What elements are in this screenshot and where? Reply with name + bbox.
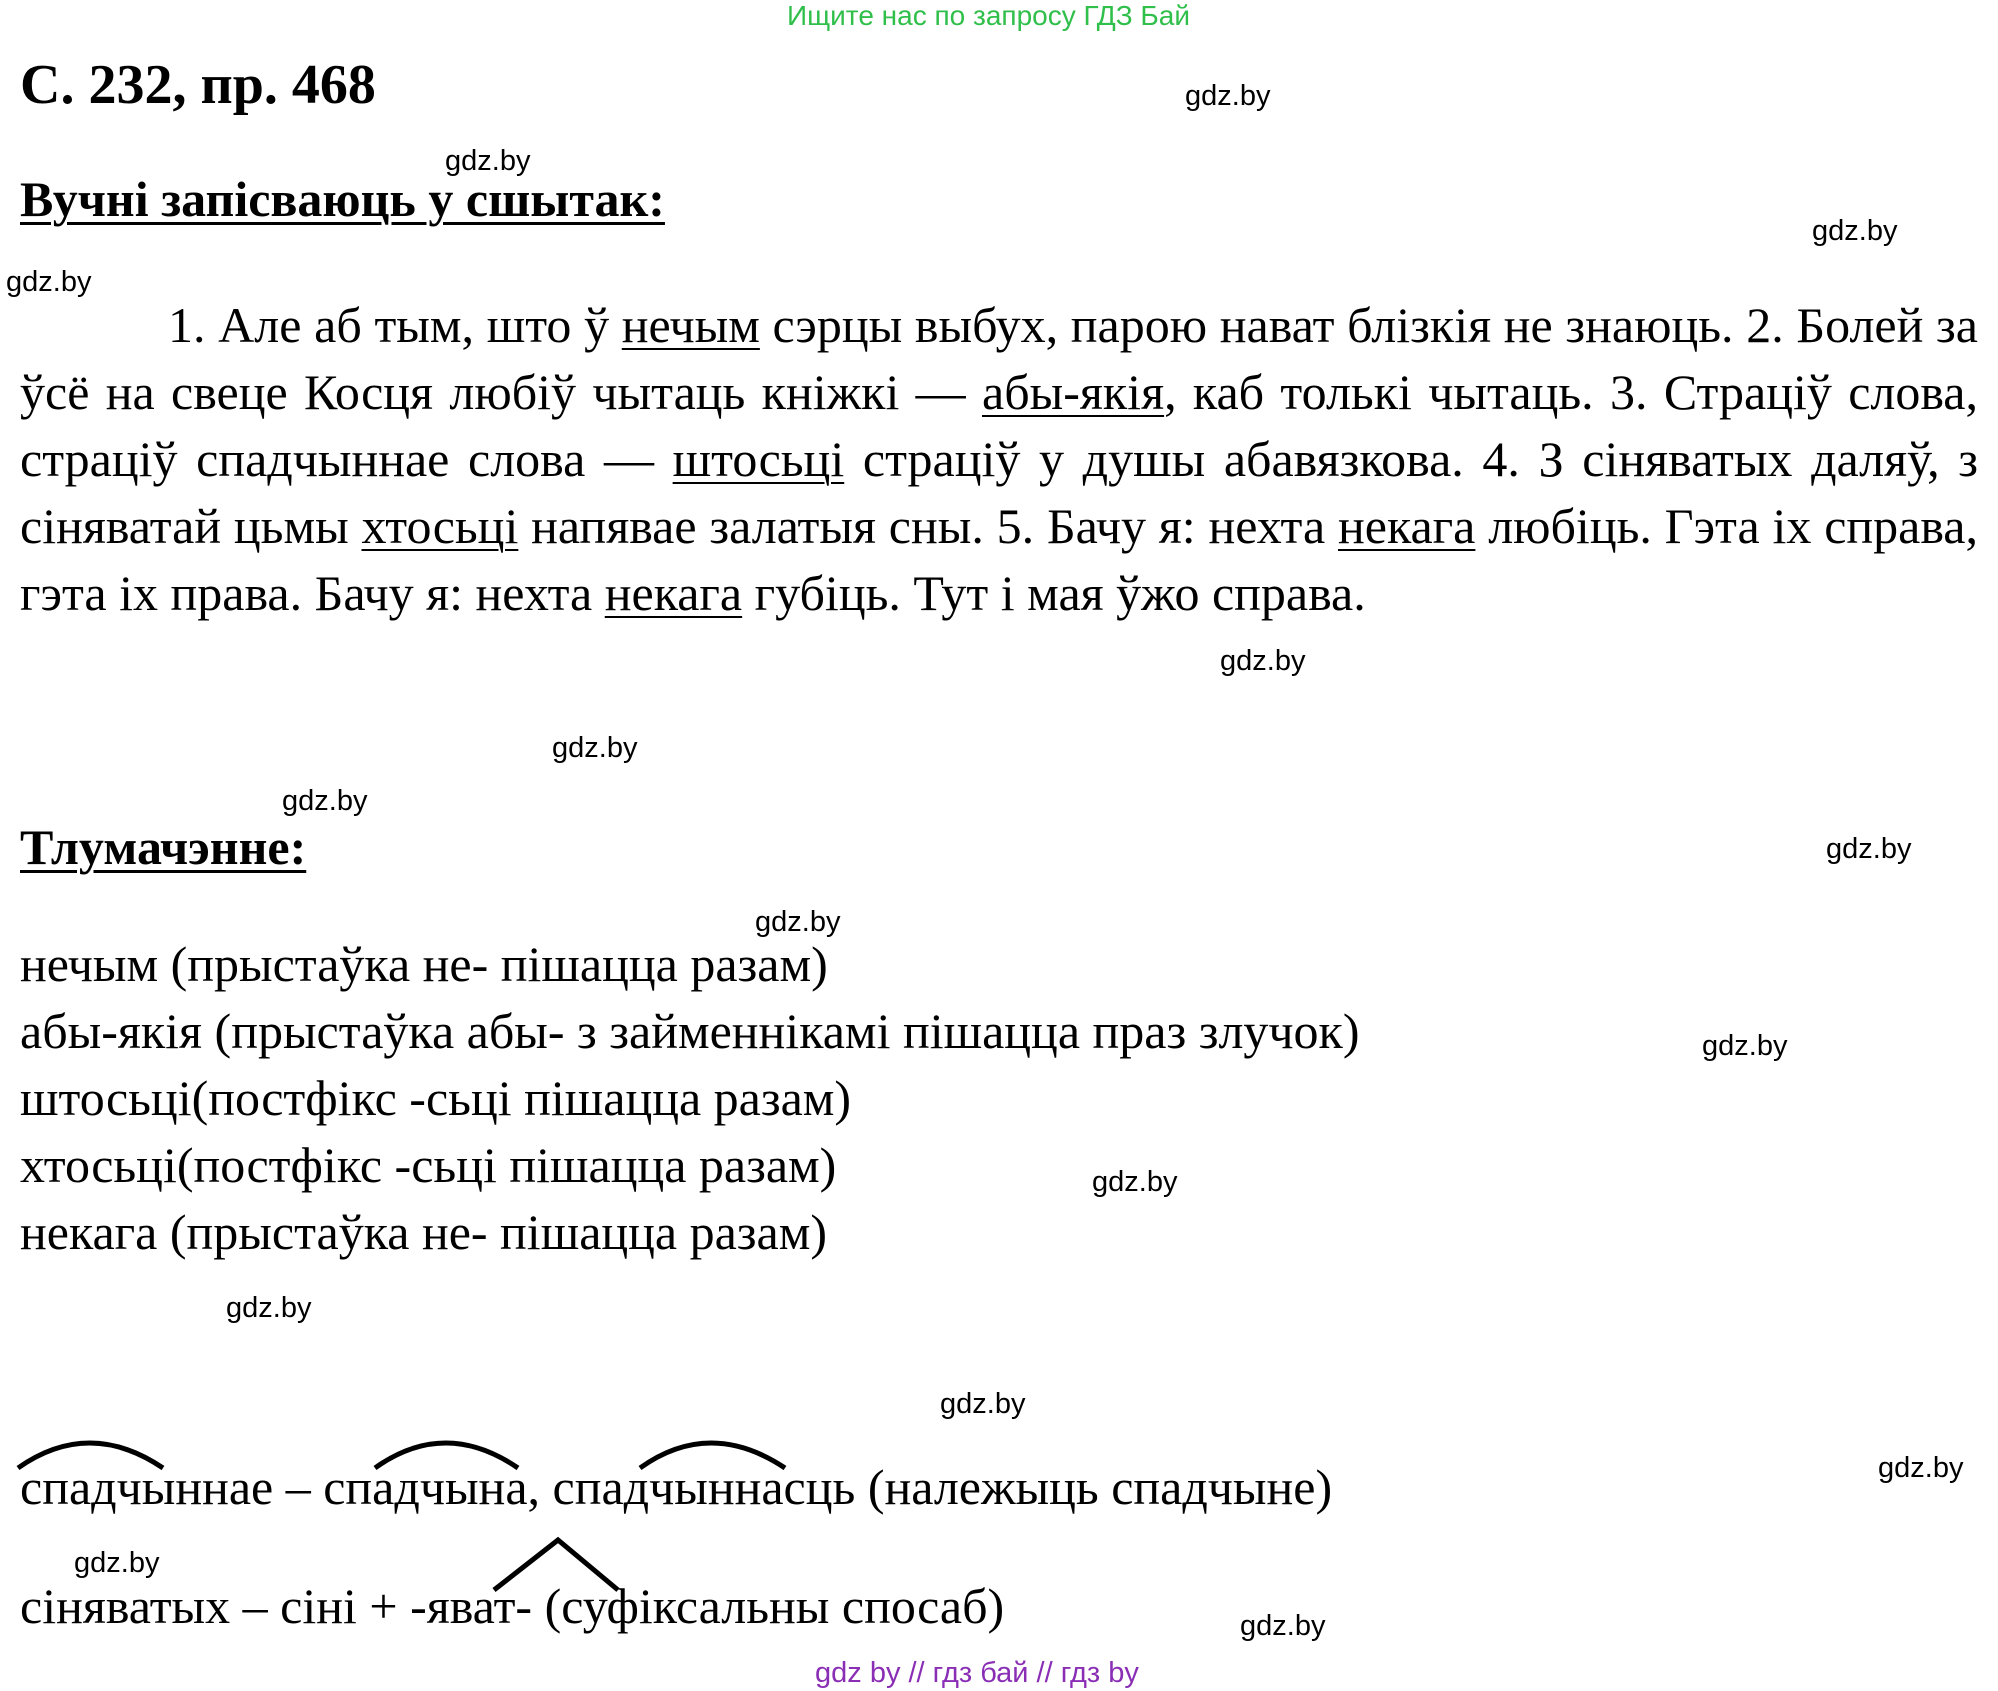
page-title: С. 232, пр. 468 (20, 54, 376, 116)
underlined-word: некага (604, 565, 743, 621)
explanation-line: штосьці(постфікс -сьці пішацца разам) (20, 1070, 852, 1126)
watermark: gdz.by (1812, 215, 1898, 247)
watermark: gdz.by (755, 906, 841, 938)
heading-explanation: Тлумачэнне: (20, 819, 307, 875)
suffix-caret-mark (494, 1540, 618, 1590)
explanation-line: некага (прыстаўка не- пішацца разам) (20, 1204, 828, 1260)
root-arc-mark (640, 1443, 785, 1468)
related-word: спадчыннасць (552, 1459, 856, 1515)
underlined-word: некага (1338, 498, 1476, 554)
watermark: gdz.by (1185, 80, 1271, 112)
watermark: gdz.by (1878, 1452, 1964, 1484)
root-arc-mark (18, 1443, 163, 1468)
sentence-3: 3. Страціў слова, страціў спадчыннае слова — штосьці страціў у душы абавязкова. (20, 364, 1978, 487)
derivation-line-1: спадчыннае – спадчына, спадчыннасць (належыць спадчыне) (20, 1459, 1333, 1515)
watermark: gdz.by (1220, 645, 1306, 677)
derivation-line-2: сіняватых – сіні + -яват- (суфіксальны спосаб) (20, 1578, 1005, 1634)
sentence-5: 5. Бачу я: нехта некага любіць. Гэта іх справа, гэта іх права. Бачу я: нехта некага губіць. Тут і мая ўжо справа. (20, 498, 1978, 621)
underlined-word: абы-якія (982, 364, 1165, 420)
watermark: gdz.by (445, 145, 531, 177)
sentence-4: 4. З сіняватых даляў, з сіняватай цьмы хтосьці напявае залатыя сны. (20, 431, 1978, 554)
watermark: gdz.by (1240, 1610, 1326, 1642)
explanation-line: нечым (прыстаўка не- пішацца разам) (20, 936, 828, 992)
underlined-word: штосьці (672, 431, 845, 487)
explanation-line: хтосьці(постфікс -сьці пішацца разам) (20, 1137, 837, 1193)
root-arc-mark (375, 1443, 518, 1468)
top-banner: Ищите нас по запросу ГДЗ Бай (787, 0, 1191, 31)
sentence-2: 2. Болей за ўсё на свеце Косця любіў чытаць кніжкі — абы-якія, каб толькі чытаць. (20, 297, 1978, 420)
sentence-1: 1. Але аб тым, што ў нечым сэрцы выбух, парою нават блізкія не знаюць. (168, 297, 1734, 353)
watermark: gdz.by (282, 785, 368, 817)
watermark: gdz.by (1826, 833, 1912, 865)
underlined-word: нечым (621, 297, 760, 353)
watermark: gdz.by (552, 732, 638, 764)
watermark: gdz.by (940, 1388, 1026, 1420)
underlined-word: хтосьці (361, 498, 519, 554)
watermark: gdz.by (74, 1547, 160, 1579)
watermark: gdz.by (226, 1292, 312, 1324)
watermark: gdz.by (6, 266, 92, 298)
heading-notebook: Вучні запісваюць у сшытак: (20, 171, 665, 227)
base-word: спадчына (323, 1459, 528, 1515)
suffix-mark: -яват- (410, 1578, 533, 1634)
derived-word: спадчыннае (20, 1459, 274, 1515)
watermark: gdz.by (1702, 1030, 1788, 1062)
explanation-line: абы-якія (прыстаўка абы- з займеннікамі пішацца праз злучок) (20, 1003, 1360, 1059)
footer-links: gdz by // гдз бай // гдз by (815, 1657, 1139, 1689)
watermark: gdz.by (1092, 1166, 1178, 1198)
